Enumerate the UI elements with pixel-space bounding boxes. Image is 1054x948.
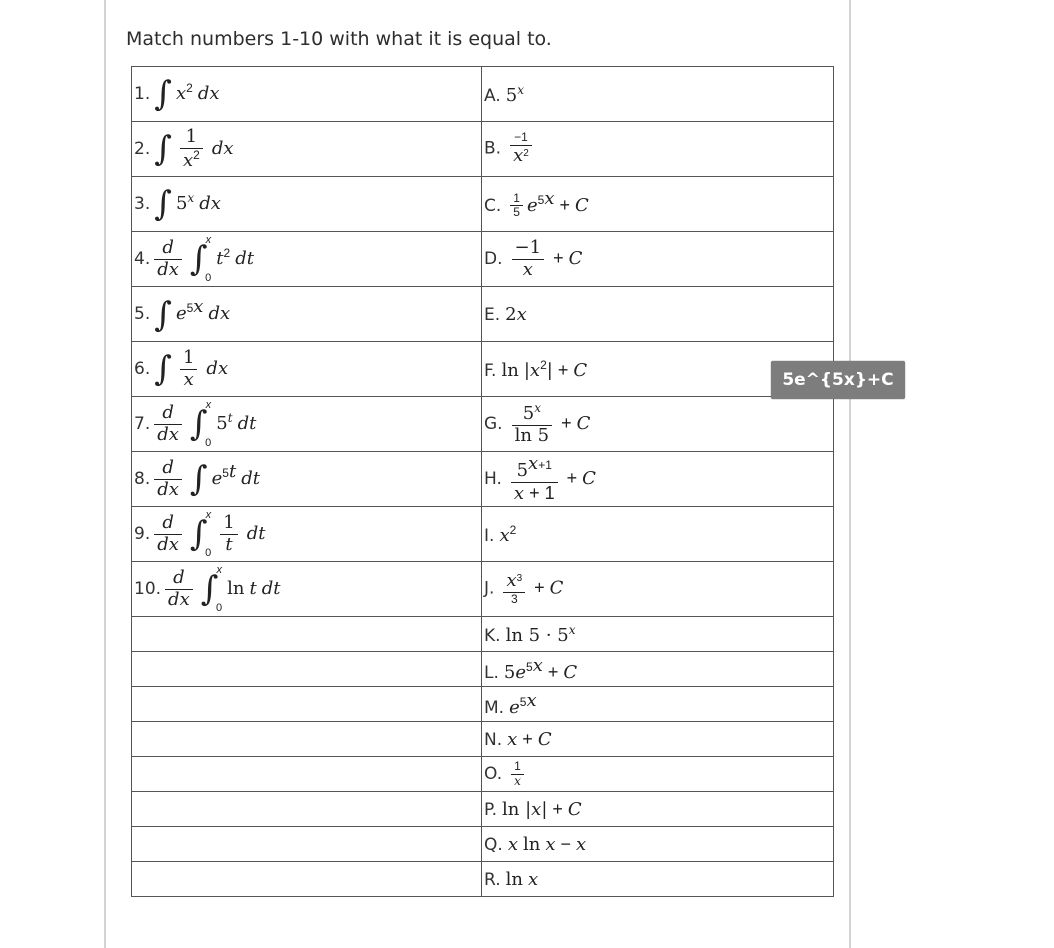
problem-9: 9. $\frac{d}{dx}$ ∫$^x_0$ $\frac{1}{t}$ dt — [132, 507, 482, 562]
problem-3: 3. ∫ 5$^x$ dx — [132, 177, 482, 232]
empty-cell — [132, 862, 482, 897]
empty-cell — [132, 687, 482, 722]
table-row — [132, 792, 834, 827]
table-row — [132, 687, 834, 722]
empty-cell — [132, 722, 482, 757]
problem-8: 8. $\frac{d}{dx}$ ∫ $e^{5t}$ dt — [132, 452, 482, 507]
empty-cell — [132, 757, 482, 792]
answer-q: Q. x ln x − x — [482, 827, 834, 862]
answer-c: C. $\frac{1}{5}$ $e^{5x} + C$ — [482, 177, 834, 232]
table-row — [132, 562, 834, 617]
answer-b: B. $\frac{-1}{x^2}$ — [482, 122, 834, 177]
answer-o: O. $\frac{1}{x}$ — [482, 757, 834, 792]
answer-j: J. $\frac{x^3}{3}$ + C — [482, 562, 834, 617]
table-row — [132, 722, 834, 757]
answer-i: I. $x^2$ — [482, 507, 834, 562]
problem-2: 2. ∫ $\frac{1}{x^2}$ dx — [132, 122, 482, 177]
table-row — [132, 177, 834, 232]
answer-g: G. $\frac{5^x}{\ln 5}$ + C — [482, 397, 834, 452]
problem-7: 7. $\frac{d}{dx}$ ∫$^x_0$ 5$^t$ dt — [132, 397, 482, 452]
answer-a: A. 5$^x$ — [482, 67, 834, 122]
table-row — [132, 827, 834, 862]
table-row — [132, 452, 834, 507]
table-row — [132, 617, 834, 652]
table-row — [132, 862, 834, 897]
table-row — [132, 232, 834, 287]
problem-10: 10. $\frac{d}{dx}$ ∫$^x_0$ ln t dt — [132, 562, 482, 617]
answer-d: D. $\frac{-1}{x}$ + C — [482, 232, 834, 287]
problem-6: 6. ∫ $\frac{1}{x}$ dx — [132, 342, 482, 397]
matching-table — [131, 66, 834, 897]
answer-f: F. $\ln |x^2| + C$ — [482, 342, 834, 397]
table-row — [132, 287, 834, 342]
answer-p: P. ln |x| + C — [482, 792, 834, 827]
table-row — [132, 652, 834, 687]
answer-l: L. $5e^{5x} + C$ — [482, 652, 834, 687]
empty-cell — [132, 652, 482, 687]
empty-cell — [132, 617, 482, 652]
answer-n: N. x + C — [482, 722, 834, 757]
answer-m: M. $e^{5x}$ — [482, 687, 834, 722]
answer-r: R. ln x — [482, 862, 834, 897]
table-row — [132, 342, 834, 397]
table-row — [132, 397, 834, 452]
table-row — [132, 122, 834, 177]
problem-5: 5. ∫ $e^{5x}$ dx — [132, 287, 482, 342]
answer-h: H. $\frac{5^{x+1}}{x + 1}$ + C — [482, 452, 834, 507]
empty-cell — [132, 827, 482, 862]
answer-e: E. 2x — [482, 287, 834, 342]
table-row — [132, 757, 834, 792]
question-prompt: Match numbers 1-10 with what it is equal to. — [126, 28, 552, 50]
answer-k: K. $\ln 5 \cdot 5^x$ — [482, 617, 834, 652]
table-row — [132, 507, 834, 562]
table-row — [132, 67, 834, 122]
problem-4: 4. $\frac{d}{dx}$ ∫$^x_0$ $t^2$ dt — [132, 232, 482, 287]
problem-1: 1. ∫ $x^2$ dx — [132, 67, 482, 122]
answer-tooltip-badge[interactable]: 5e^{5x}+C — [771, 361, 905, 399]
empty-cell — [132, 792, 482, 827]
